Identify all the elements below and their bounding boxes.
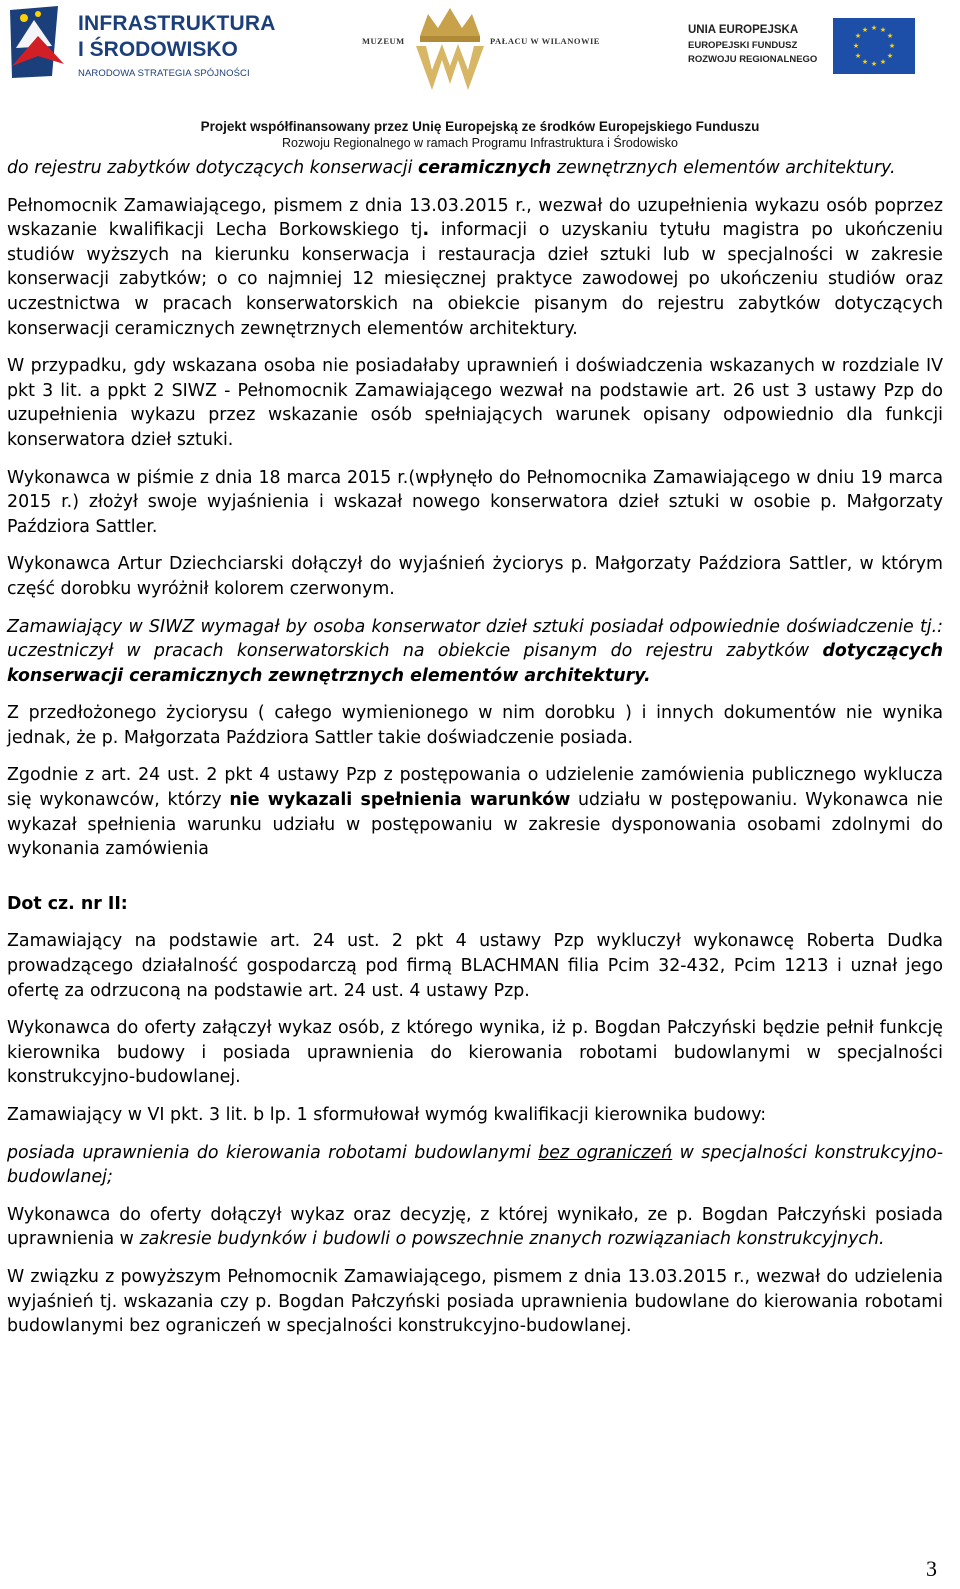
infrastruktura-logo — [8, 6, 276, 80]
eu-line3: ROZWOJU REGIONALNEGO — [688, 54, 818, 65]
paragraph — [7, 194, 943, 342]
eu-logo — [688, 16, 918, 76]
paragraph: W przypadku, gdy wskazana osoba nie posiadałaby uprawnień i doświadczenia wskazanych w rozdziale IV pkt 3 lit. a ppkt 2 SIWZ - Pełnomocnik Zamawiającego wezwał na podstawie art. 26 ust 3 ustawy Pzp do uzupełnienia wykazu przez wskazanie osób spełniających warunek opisany odpowiednio dla funkcji konserwatora dzieł sztuki. — [7, 356, 943, 450]
text-run: informacji o uzyskaniu tytułu magistra po ukończeniu studiów wyższych na kierunku konserwacja i restauracja dzieł sztuki lub w specjalności w zakresie konserwacji zabytków; o co najmniej 12 miesięcznej praktyce zawodowej po ukończeniu studiów oraz uczestnictwa w pracach konserwatorskich na obiekcie pisanym do rejestru zabytków dotyczących konserwacji ceramicznych zewnętrznych elementów architektury. — [7, 220, 943, 339]
paragraph: W związku z powyższym Pełnomocnik Zamawiającego, pismem z dnia 13.03.2015 r., wezwał do udzielenia wyjaśnień tj. wskazania czy p. Bogdan Pałczyński posiada uprawnienia budowlane do kierowania robotami budowlanymi bez ograniczeń w specjalności konstrukcyjno-budowlanej. — [7, 1266, 943, 1337]
museum-logo — [362, 6, 600, 96]
paragraph: Zamawiający na podstawie art. 24 ust. 2 pkt 4 ustawy Pzp wykluczył wykonawcę Roberta Dudka prowadzącego działalność gospodarczą pod firmą BLACHMAN filia Pcim 32-432, Pcim 1213 i uznał jego ofertę za odrzuconą na podstawie art. 24 ust. 4 ustawy Pzp. — [7, 931, 943, 1001]
svg-text:★: ★ — [870, 24, 878, 32]
text-run: ceramicznych — [417, 158, 552, 178]
is-subtitle: NARODOWA STRATEGIA SPÓJNOŚCI — [78, 68, 250, 79]
paragraph — [7, 1141, 943, 1190]
text-run: Zgodnie z art. 24 ust. 2 pkt 4 ustawy Pzp z postępowania o udzielenie zamówienia publicznego wyklucza się wykonawców, którzy — [7, 765, 943, 811]
text-run: do rejestru zabytków dotyczących konserwacji — [7, 158, 413, 178]
paragraph — [7, 1203, 943, 1252]
paragraph — [7, 615, 943, 689]
svg-text:★: ★ — [861, 26, 869, 34]
text-run: w specjalności konstrukcyjno-budowlanej; — [7, 1142, 943, 1188]
is-title-line2: I ŚRODOWISKO — [78, 38, 238, 61]
paragraph — [7, 763, 943, 861]
paragraph: Z przedłożonego życiorysu ( całego wymienionego w nim dorobku ) i innych dokumentów nie wynika jednak, że p. Małgorzata Paździora Sattler takie doświadczenie posiada. — [7, 703, 943, 748]
text-run: Pełnomocnik Zamawiającego, pismem z dnia 13.03.2015 r., wezwał do uzupełnienia wykazu osób poprzez wskazanie kwalifikacji Lecha Borkowskiego tj — [7, 195, 943, 241]
palace-label: PAŁACU W WILANOWIE — [490, 36, 600, 46]
page-number: 3 — [926, 1556, 937, 1581]
cofunding-line1: Projekt współfinansowany przez Unię Europejską ze środków Europejskiego Funduszu — [200, 119, 760, 134]
section-heading: Dot cz. nr II: — [7, 893, 128, 914]
document-body — [7, 156, 943, 1352]
text-run: Wykonawca do oferty dołączył wykaz oraz decyzję, z której wynikało, ze p. Bogdan Pałczyński posiada uprawnienia w — [7, 1204, 943, 1250]
paragraph: Wykonawca Artur Dziechciarski dołączył do wyjaśnień życiorys p. Małgorzaty Paździora Sattler, w którym część dorobku wyróżnił kolorem czerwonym. — [7, 554, 943, 599]
eu-line2: EUROPEJSKI FUNDUSZ — [688, 40, 798, 51]
svg-text:★: ★ — [861, 58, 869, 66]
svg-text:★: ★ — [854, 32, 862, 40]
text-run: udziału w postępowaniu. Wykonawca nie wykazał spełnienia warunku udziału w postępowaniu w zakresie dysponowania osobami zdolnymi do wykonania zamówienia — [7, 790, 943, 860]
svg-text:★: ★ — [879, 58, 887, 66]
text-run: . — [422, 220, 430, 241]
text-run: zewnętrznych elementów architektury. — [556, 158, 896, 178]
eu-line1: UNIA EUROPEJSKA — [688, 24, 799, 36]
text-run: nie wykazali spełnienia warunków — [229, 790, 571, 811]
is-flag-icon — [8, 6, 68, 78]
page-header — [0, 0, 960, 158]
paragraph — [7, 156, 943, 181]
svg-text:★: ★ — [888, 42, 896, 50]
svg-text:★: ★ — [886, 32, 894, 40]
text-run: zakresie budynków i budowli o powszechnie znanych rozwiązaniach konstrukcyjnych. — [139, 1229, 885, 1250]
text-run: posiada uprawnienia do kierowania robotami budowlanymi — [7, 1142, 531, 1163]
text-run: Zamawiający w SIWZ wymagał by osoba konserwator dzieł sztuki posiadał odpowiednie doświadczenie tj.: uczestniczył w pracach konserwatorskich na obiekcie pisanym do rejestru zabytków — [7, 616, 943, 662]
is-title-line1: INFRASTRUKTURA — [78, 12, 276, 35]
svg-text:★: ★ — [886, 52, 894, 60]
text-run: bez ograniczeń — [538, 1142, 673, 1163]
svg-text:★: ★ — [870, 60, 878, 68]
museum-label: MUZEUM — [362, 36, 405, 46]
cofunding-line2: Rozwoju Regionalnego w ramach Programu Infrastruktura i Środowisko — [281, 136, 678, 150]
svg-text:★: ★ — [852, 42, 860, 50]
text-run: dotyczących konserwacji ceramicznych zewnętrznych elementów architektury. — [7, 641, 943, 686]
paragraph: Wykonawca do oferty załączył wykaz osób, z którego wynika, iż p. Bogdan Pałczyński będzie pełnił funkcję kierownika budowy i posiada uprawnienia do kierowania robotami budowlanymi w specjalności konstrukcyjno-budowlanej. — [7, 1018, 943, 1088]
paragraph: Wykonawca w piśmie z dnia 18 marca 2015 r.(wpłynęło do Pełnomocnika Zamawiającego w dniu 19 marca 2015 r.) złożył swoje wyjaśnienia i wskazał nowego konserwatora dzieł sztuki w osobie p. Małgorzaty Paździora Sattler. — [7, 467, 943, 537]
eu-flag-icon — [833, 18, 915, 74]
svg-text:★: ★ — [879, 26, 887, 34]
crown-emblem-icon — [410, 6, 490, 94]
svg-text:★: ★ — [854, 52, 862, 60]
paragraph: Zamawiający w VI pkt. 3 lit. b lp. 1 sformułował wymóg kwalifikacji kierownika budowy: — [7, 1105, 767, 1125]
